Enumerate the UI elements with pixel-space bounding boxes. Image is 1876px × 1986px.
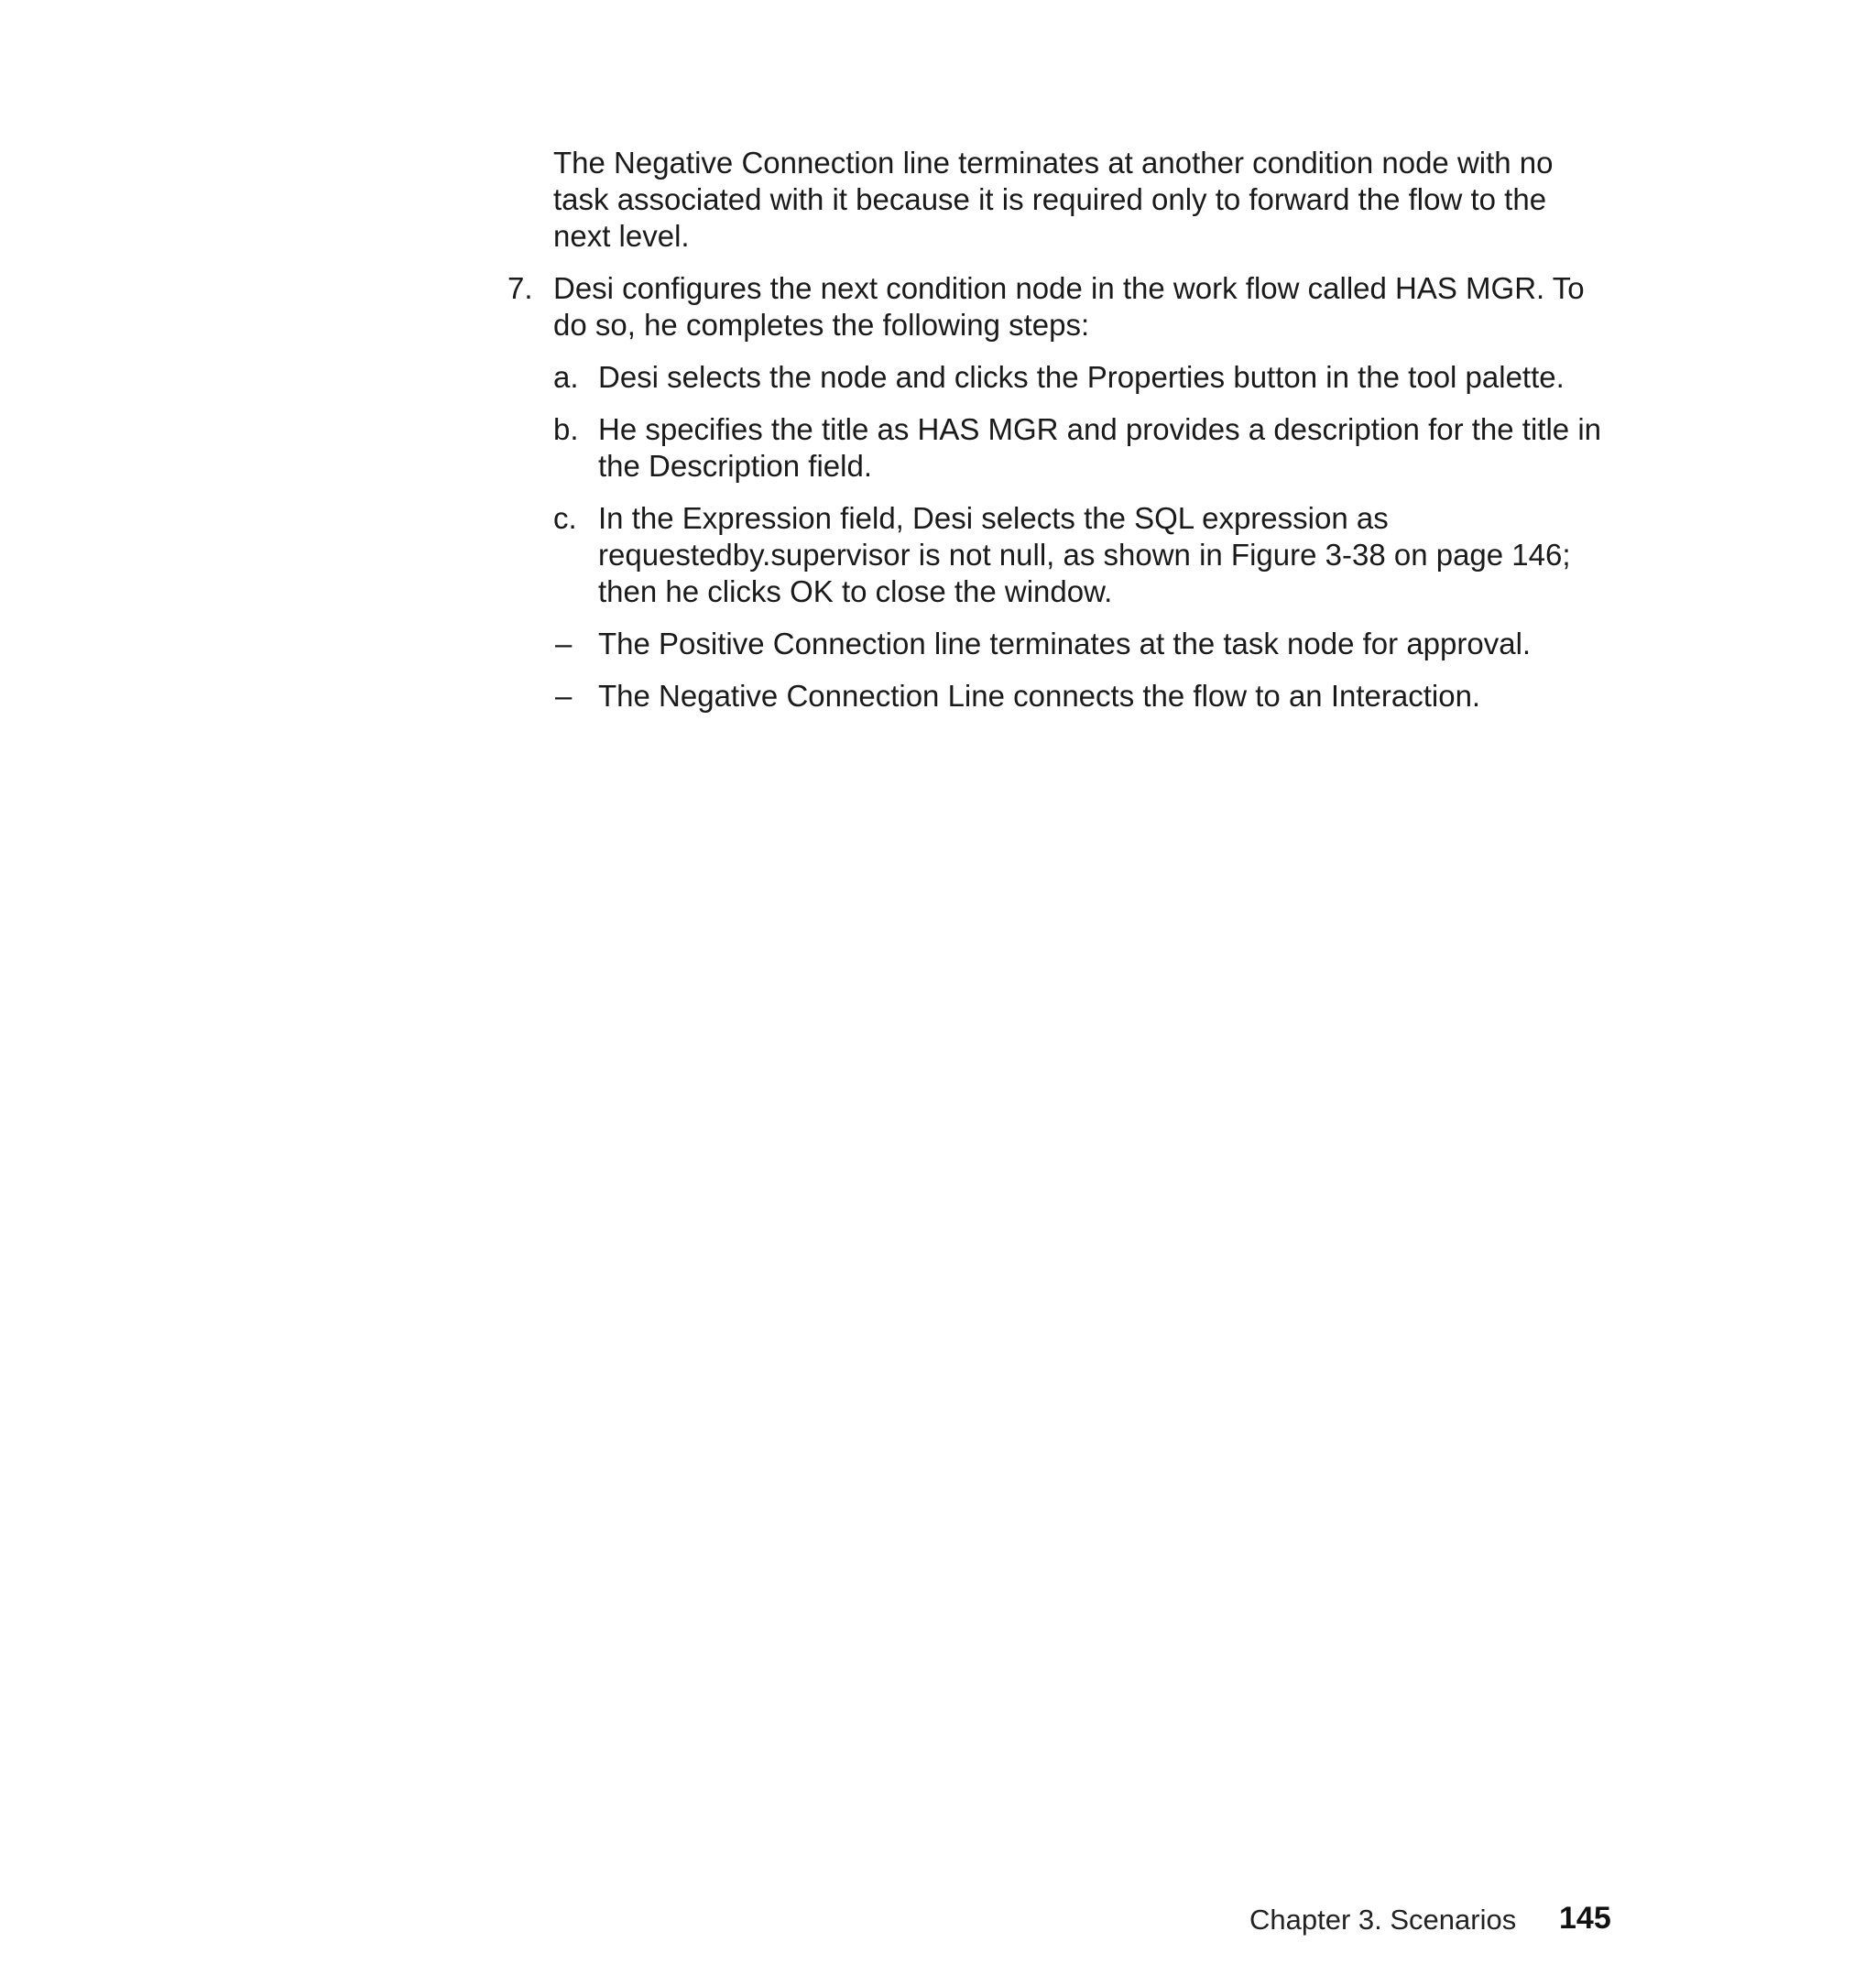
substep-a <box>507 359 1607 396</box>
substep-text: In the Expression field, Desi selects the SQL expression as requestedby.supervisor is not null, as shown in Figure 3-38 on page 146; then he clicks OK to close the window. <box>598 501 1571 608</box>
substep-text: Desi selects the node and clicks the Properties button in the tool palette. <box>598 360 1565 394</box>
substep-marker: b. <box>553 412 579 446</box>
dash-item-positive <box>507 626 1607 662</box>
substep-marker: c. <box>553 501 577 535</box>
page-body <box>507 145 1607 730</box>
dash-text: The Negative Connection Line connects the flow to an Interaction. <box>598 679 1481 713</box>
dash-item-negative <box>507 678 1607 715</box>
dash-marker: – <box>555 627 573 660</box>
step-text: Desi configures the next condition node in the work flow called HAS MGR. To do so, he completes the following steps: <box>553 271 1585 342</box>
dash-text: The Positive Connection line terminates at the task node for approval. <box>598 627 1532 660</box>
page-footer <box>0 1900 1876 1940</box>
substep-c <box>507 500 1607 610</box>
step-number: 7. <box>507 271 533 305</box>
step-7 <box>507 270 1607 344</box>
substep-text: He specifies the title as HAS MGR and provides a description for the title in the Description field. <box>598 412 1602 483</box>
dash-marker: – <box>555 679 573 713</box>
footer-chapter-title: Chapter 3. Scenarios <box>1249 1904 1517 1936</box>
substep-marker: a. <box>553 360 579 394</box>
page-number: 145 <box>1559 1901 1611 1936</box>
intro-paragraph: The Negative Connection line terminates at another condition node with no task associated with it because it is required only to forward the flow to the next level. <box>553 146 1554 253</box>
substep-b <box>507 411 1607 485</box>
